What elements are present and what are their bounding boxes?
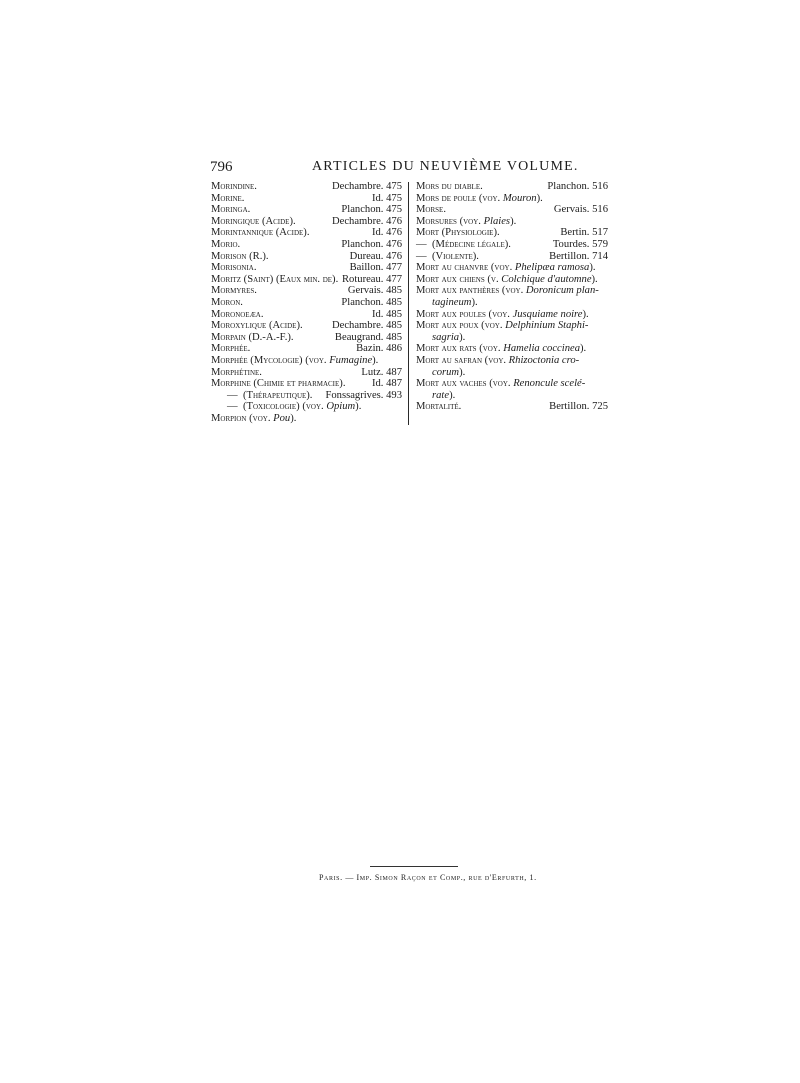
entry-author-page: Tourdes. 579 [552,238,608,250]
entry-author-page: Planchon. 476 [341,238,402,250]
ditto-dash: — [227,401,238,413]
entry-tail: ). [580,343,587,355]
cross-reference: Renoncule scelé- [513,378,586,390]
entry-heading: Mort aux panthères (voy. [416,285,526,297]
cross-reference: sagria [432,331,460,343]
entry-author-page: Planchon. 475 [341,204,402,216]
entry-heading: Morison (R.). [211,250,269,262]
entry-author-page: Baillon. 477 [349,262,402,274]
cross-reference: Doronicum plan- [525,285,599,297]
index-entry [416,309,608,321]
entry-tail: ). [589,262,596,274]
cross-reference: Phelipæa ramosa [514,262,590,274]
index-entry [211,378,402,390]
entry-heading: Mort aux poules (voy. [416,308,513,320]
column-divider [408,182,409,425]
cross-reference: Rhizoctonia cro- [508,354,580,366]
entry-author-page: Id. 487 [371,378,402,390]
index-entry [416,181,608,193]
index-entry [211,343,402,355]
index-entry [211,193,402,205]
index-entry [211,309,402,321]
index-entry [211,297,402,309]
index-entry [416,227,608,239]
index-entry [416,239,608,251]
entry-author-page: Dechambre. 475 [331,181,402,192]
entry-heading: Mort au chanvre (voy. [416,262,515,274]
ditto-dash: — [227,389,238,401]
entry-heading: Mort aux poux (voy. [416,320,506,332]
entry-tail: ). [459,331,466,343]
entry-heading: (Toxicologie) (voy. [243,401,327,413]
index-entry [211,274,402,286]
entry-heading: Mort (Physiologie). [416,227,500,239]
index-entry [416,216,608,228]
index-entry [211,320,402,332]
index-column-right [416,181,608,413]
entry-tail: ). [355,401,362,413]
entry-heading: Morse. [416,204,446,216]
index-entry [211,204,402,216]
cross-reference: tagineum [432,296,472,308]
cross-reference: Fumagine [329,354,373,366]
entry-author-page: Gervais. 485 [347,285,402,297]
entry-author-page: Dureau. 476 [349,250,402,262]
cross-reference: corum [432,366,460,378]
cross-reference: Opium [326,401,356,413]
index-entry [211,181,402,193]
index-entry [416,274,608,286]
entry-author-page: Bertillon. 714 [549,250,608,262]
index-entry [416,401,608,413]
index-entry [211,285,402,297]
entry-author-page: Bertin. 517 [560,227,608,239]
entry-heading: Mortalité. [416,401,462,413]
entry-heading: Moron. [211,296,243,308]
entry-author-page: Planchon. 516 [547,181,608,192]
index-entry [211,413,402,425]
entry-heading: Moringa. [211,204,251,216]
cross-reference: Delphinium Staphi- [505,320,589,332]
entry-heading: Mors du diable. [416,181,483,192]
footer-rule [370,866,458,867]
cross-reference: rate [432,389,450,401]
entry-heading: Moritz (Saint) (Eaux min. de). [211,273,339,285]
entry-heading: Moringique (Acide). [211,215,296,227]
entry-heading: Morisonia. [211,262,257,274]
index-entry [416,285,608,297]
entry-author-page: Dechambre. 485 [331,320,402,332]
index-entry [211,332,402,344]
cross-reference: Mouron [502,192,537,204]
entry-heading: Morpain (D.-A.-F.). [211,331,294,343]
entry-author-page: Bertillon. 725 [549,401,608,413]
entry-heading: Morphétine. [211,366,262,378]
entry-heading: Mort au safran (voy. [416,354,509,366]
entry-heading: Mort aux vaches (voy. [416,378,514,390]
entry-heading: Mort aux rats (voy. [416,343,504,355]
entry-author-page: Fonssagrives. 493 [325,389,402,401]
index-entry [211,239,402,251]
entry-tail: ). [582,308,589,320]
entry-heading: Morpion (voy. [211,412,274,424]
entry-heading: Morintannique (Acide). [211,227,310,239]
entry-heading: (Violente). [432,250,479,262]
entry-heading: Moroxylique (Acide). [211,320,303,332]
entry-author-page: Gervais. 516 [553,204,608,216]
entry-tail: ). [290,412,297,424]
entry-heading: Morio. [211,238,241,250]
entry-heading: Morphée. [211,343,251,355]
index-entry [416,251,608,263]
index-entry [211,367,402,379]
running-head: ARTICLES DU NEUVIÈME VOLUME. [312,159,579,174]
index-entry [211,390,402,402]
entry-author-page: Id. 475 [371,192,402,204]
index-entry [211,401,402,413]
entry-author-page: Rotureau. 477 [341,273,402,285]
entry-tail: ). [471,296,478,308]
entry-heading: Morine. [211,192,245,204]
entry-author-page: Lutz. 487 [361,366,402,378]
entry-tail: ). [372,354,379,366]
page-number: 796 [210,159,233,175]
entry-author-page: Id. 485 [371,308,402,320]
entry-heading: (Médecine légale). [432,238,511,250]
cross-reference: Jusquiame noire [512,308,583,320]
index-entry [416,367,608,379]
index-entry [416,378,608,390]
index-entry [416,193,608,205]
index-entry [211,227,402,239]
entry-tail: ). [591,273,598,285]
entry-author-page: Bazin. 486 [356,343,402,355]
index-entry [416,320,608,332]
entry-author-page: Planchon. 485 [341,296,402,308]
index-entry [416,204,608,216]
index-entry [416,332,608,344]
entry-heading: Morphée (Mycologie) (voy. [211,354,330,366]
index-entry [416,390,608,402]
index-entry [211,251,402,263]
entry-heading: (Thérapeutique). [243,389,313,401]
entry-heading: Mort aux chiens (v. [416,273,502,285]
cross-reference: Hamelia coccinea [503,343,580,355]
entry-tail: ). [510,215,517,227]
index-entry [416,355,608,367]
entry-tail: ). [449,389,456,401]
entry-heading: Morsures (voy. [416,215,484,227]
cross-reference: Plaies [483,215,511,227]
entry-heading: Morphine (Chimie et pharmacie). [211,378,346,390]
entry-author-page: Beaugrand. 485 [334,331,402,343]
entry-heading: Moronoeæa. [211,308,264,320]
ditto-dash: — [416,250,427,262]
entry-tail: ). [459,366,466,378]
entry-author-page: Dechambre. 476 [331,215,402,227]
cross-reference: Pou [273,412,291,424]
index-entry [416,262,608,274]
cross-reference: Colchique d'automne [501,273,592,285]
index-entry [211,262,402,274]
printer-imprint: Paris. — Imp. Simon Raçon et Comp., rue d'Erfurth, 1. [319,873,537,882]
index-entry [211,216,402,228]
entry-heading: Mors de poule (voy. [416,192,503,204]
entry-heading: Morindine. [211,181,257,192]
index-entry [416,343,608,355]
entry-author-page: Id. 476 [371,227,402,239]
index-entry [416,297,608,309]
ditto-dash: — [416,238,427,250]
index-column-left [211,181,402,424]
index-entry [211,355,402,367]
entry-heading: Mormyres. [211,285,257,297]
entry-tail: ). [536,192,543,204]
